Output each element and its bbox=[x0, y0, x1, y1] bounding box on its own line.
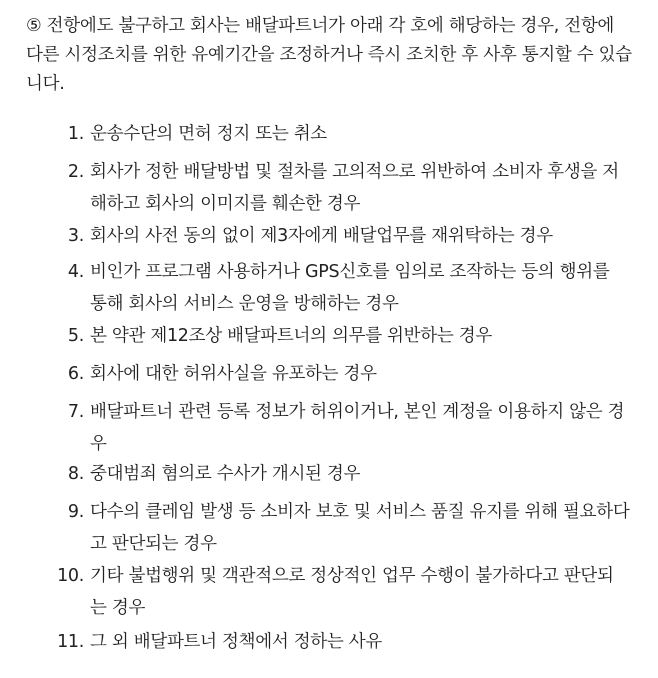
item-number: 3. bbox=[67, 226, 84, 246]
item-number: 8. bbox=[67, 464, 84, 484]
item-text: 본 약관 제12조상 배달파트너의 의무를 위반하는 경우 bbox=[90, 326, 492, 346]
item-text: 다수의 클레임 발생 등 소비자 보호 및 서비스 품질 유지를 위해 필요하다고 판단되는 경우 bbox=[90, 502, 630, 554]
clause-intro: ⑤ 전항에도 불구하고 회사는 배달파트너가 아래 각 호에 해당하는 경우, 전항에 다른 시정조치를 위한 유예기간을 조정하거나 즉시 조치한 후 사후 통지할 수 있습니다. bbox=[26, 16, 632, 94]
item-text: 운송수단의 면허 정지 또는 취소 bbox=[90, 124, 327, 144]
item-number: 2. bbox=[67, 162, 84, 182]
item-number: 10. bbox=[57, 566, 84, 586]
item-text: 비인가 프로그램 사용하거나 GPS신호를 임의로 조작하는 등의 행위를 통해 회사의 서비스 운영을 방해하는 경우 bbox=[90, 262, 610, 314]
item-number: 11. bbox=[57, 632, 84, 652]
item-text: 중대범죄 혐의로 수사가 개시된 경우 bbox=[90, 464, 361, 484]
item-number: 1. bbox=[67, 124, 84, 144]
item-text: 회사의 사전 동의 없이 제3자에게 배달업무를 재위탁하는 경우 bbox=[90, 226, 553, 246]
item-number: 9. bbox=[67, 502, 84, 522]
item-text: 배달파트너 관련 등록 정보가 허위이거나, 본인 계정을 이용하지 않은 경우 bbox=[90, 402, 625, 454]
item-number: 7. bbox=[67, 402, 84, 422]
item-text: 기타 불법행위 및 객관적으로 정상적인 업무 수행이 불가하다고 판단되는 경우 bbox=[90, 566, 614, 618]
item-number: 4. bbox=[67, 262, 84, 282]
item-text: 그 외 배달파트너 정책에서 정하는 사유 bbox=[90, 632, 382, 652]
item-number: 6. bbox=[67, 364, 84, 384]
item-number: 5. bbox=[67, 326, 84, 346]
item-text: 회사가 정한 배달방법 및 절차를 고의적으로 위반하여 소비자 후생을 저해하고 회사의 이미지를 훼손한 경우 bbox=[90, 162, 619, 214]
item-text: 회사에 대한 허위사실을 유포하는 경우 bbox=[90, 364, 377, 384]
